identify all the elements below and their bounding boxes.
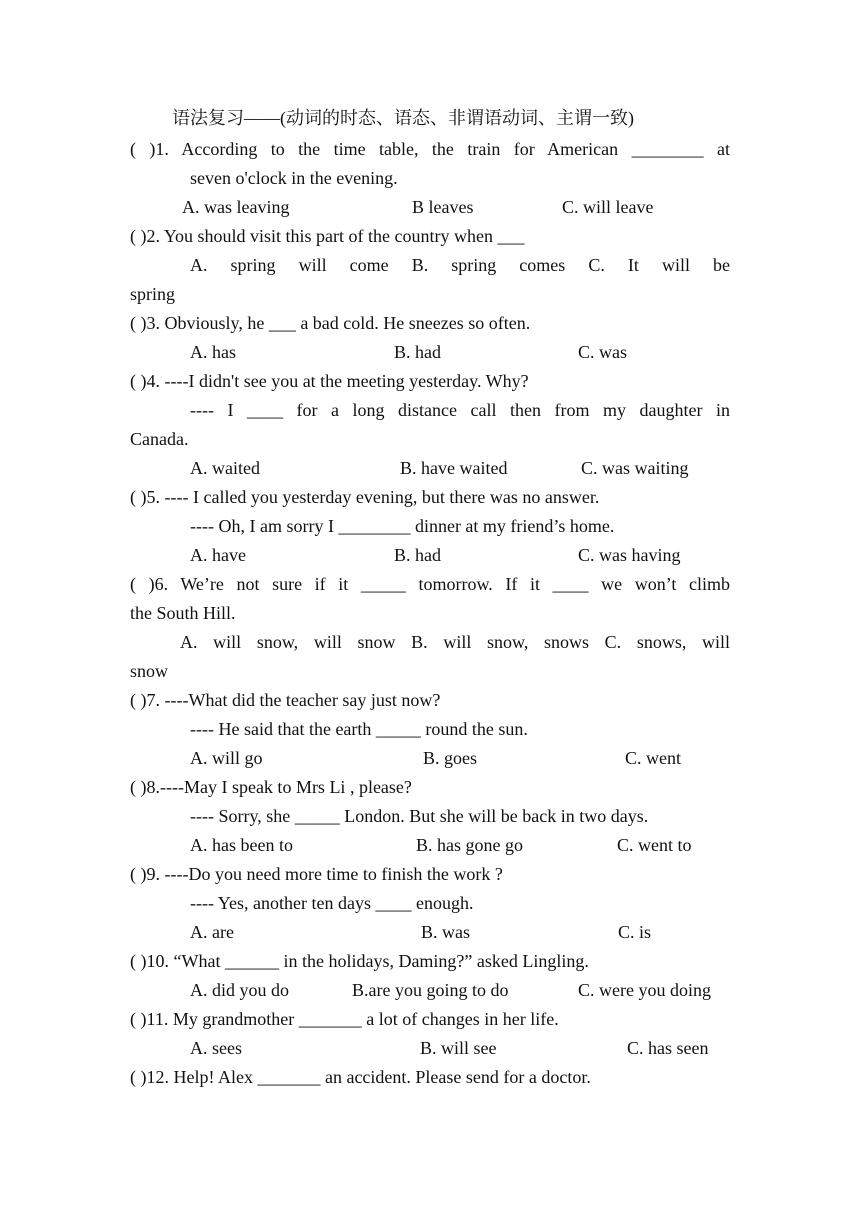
question-9-option-b: B. was [421,922,470,942]
question-5-option-a: A. have [190,545,246,565]
question-8-option-b: B. has gone go [416,835,523,855]
question-1-option-c: C. will leave [562,197,654,217]
question-6-options: A. will snow, will snow B. will snow, snows C. snows, will [180,632,730,652]
question-1-stem-continued: seven o'clock in the evening. [190,168,398,188]
question-11-stem: ( )11. My grandmother _______ a lot of changes in her life. [130,1009,559,1029]
question-7-option-b: B. goes [423,748,477,768]
question-3-option-b: B. had [394,342,441,362]
question-9-stem: ( )9. ----Do you need more time to finish the work ? [130,864,503,884]
question-10-option-b: B.are you going to do [352,980,509,1000]
question-2-stem: ( )2. You should visit this part of the country when ___ [130,226,525,246]
question-1-option-a: A. was leaving [182,197,290,217]
question-7-stem-continued: ---- He said that the earth _____ round the sun. [190,719,528,739]
question-11-option-a: A. sees [190,1038,242,1058]
question-9-option-a: A. are [190,922,234,942]
question-1-stem: ( )1. According to the time table, the train for American ________ at [130,139,730,159]
question-6-stem-continued: the South Hill. [130,603,236,623]
question-9-option-c: C. is [618,922,652,942]
question-4-stem-end: Canada. [130,429,189,449]
question-11-option-b: B. will see [420,1038,497,1058]
question-5-option-c: C. was having [578,545,681,565]
question-4-option-a: A. waited [190,458,260,478]
question-10-stem: ( )10. “What ______ in the holidays, Daming?” asked Lingling. [130,951,589,971]
question-11-option-c: C. has seen [627,1038,709,1058]
question-7-stem: ( )7. ----What did the teacher say just now? [130,690,441,710]
page-title: 语法复习——(动词的时态、语态、非谓语动词、主谓一致) [172,108,634,128]
question-7-option-a: A. will go [190,748,263,768]
question-8-stem-continued: ---- Sorry, she _____ London. But she will be back in two days. [190,806,649,826]
question-6-stem: ( )6. We’re not sure if it _____ tomorrow. If it ____ we won’t climb [130,574,730,594]
question-5-stem-continued: ---- Oh, I am sorry I ________ dinner at my friend’s home. [190,516,615,536]
question-4-stem-continued: ---- I ____ for a long distance call then from my daughter in [190,400,730,420]
question-4-option-c: C. was waiting [581,458,689,478]
question-4-stem: ( )4. ----I didn't see you at the meeting yesterday. Why? [130,371,529,391]
question-6-options-continued: snow [130,661,169,681]
question-3-option-a: A. has [190,342,236,362]
question-4-option-b: B. have waited [400,458,508,478]
question-2-options: A. spring will come B. spring comes C. It will be [190,255,730,275]
question-10-option-c: C. were you doing [578,980,711,1000]
question-10-option-a: A. did you do [190,980,289,1000]
question-3-stem: ( )3. Obviously, he ___ a bad cold. He sneezes so often. [130,313,531,333]
question-8-option-a: A. has been to [190,835,293,855]
question-2-options-continued: spring [130,284,175,304]
question-8-stem: ( )8.----May I speak to Mrs Li , please? [130,777,412,797]
question-9-stem-continued: ---- Yes, another ten days ____ enough. [190,893,474,913]
question-3-option-c: C. was [578,342,627,362]
question-8-option-c: C. went to [617,835,692,855]
question-7-option-c: C. went [625,748,681,768]
question-5-option-b: B. had [394,545,441,565]
question-1-option-b: B leaves [412,197,474,217]
question-12-stem: ( )12. Help! Alex _______ an accident. Please send for a doctor. [130,1067,591,1087]
question-5-stem: ( )5. ---- I called you yesterday evening, but there was no answer. [130,487,600,507]
